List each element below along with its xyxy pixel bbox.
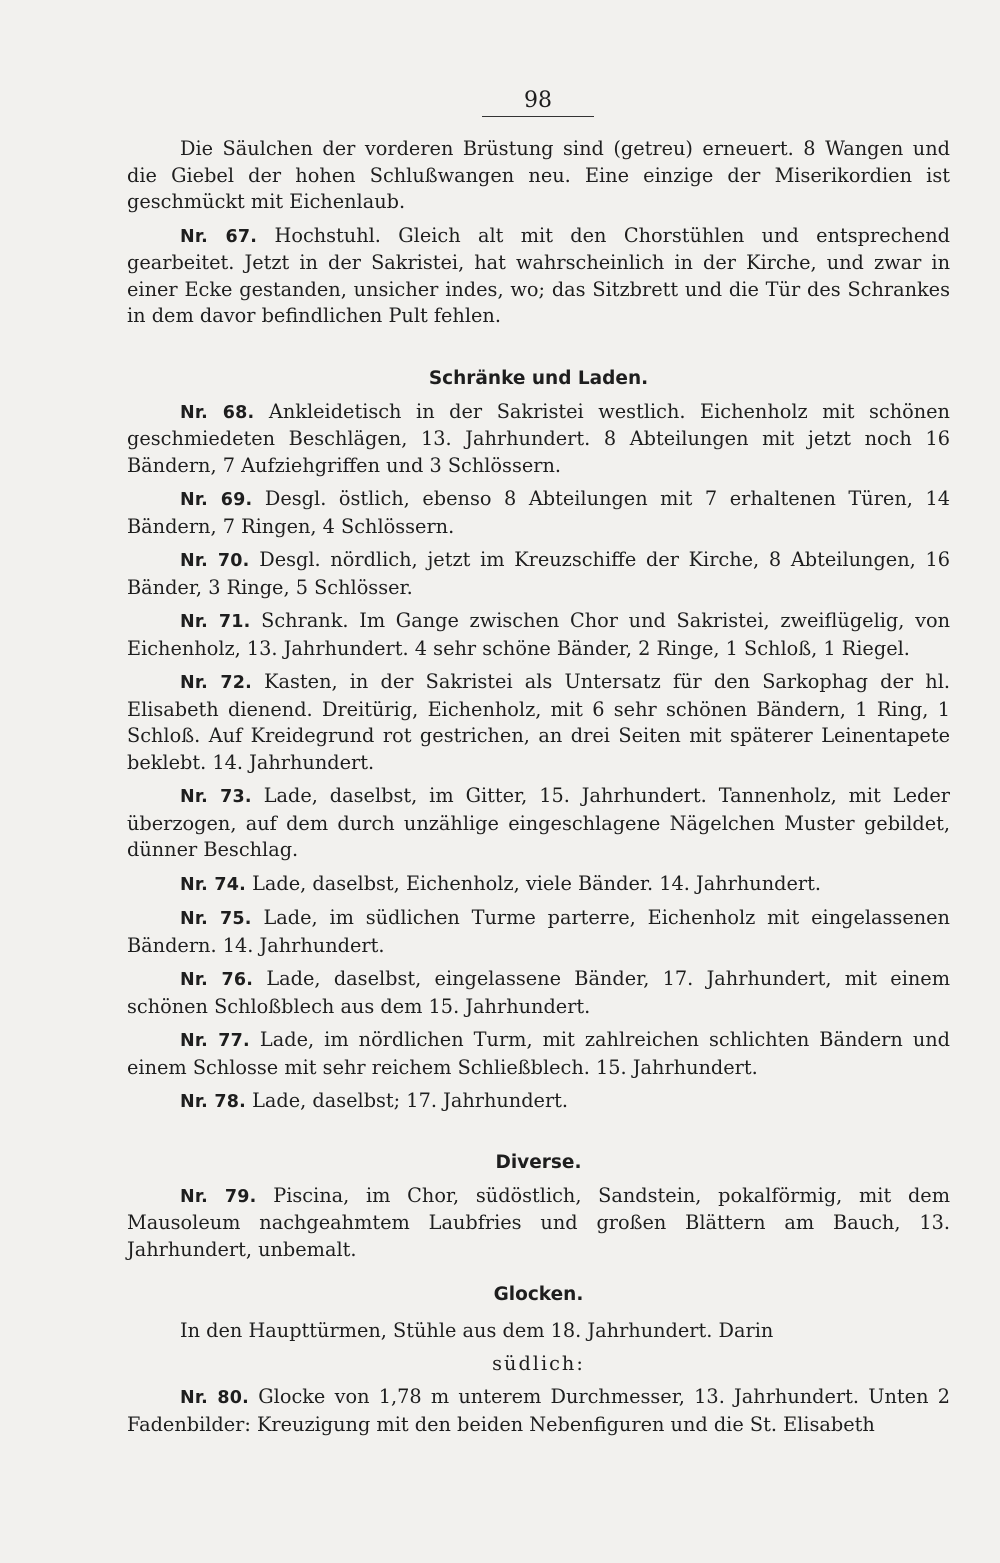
entry-number: Nr. 72.	[180, 673, 252, 693]
entry-number: Nr. 79.	[180, 1186, 257, 1207]
entry-70	[127, 547, 950, 601]
page-body	[127, 136, 950, 1438]
entry-69	[127, 486, 950, 540]
entry-75	[127, 905, 950, 959]
entry-80	[127, 1384, 950, 1438]
entry-number: Nr. 69.	[180, 490, 253, 510]
entry-73	[127, 783, 950, 864]
entry-74	[127, 871, 950, 899]
entry-text: Ankleidetisch in der Sakristei westlich. Eichenholz mit schönen geschmiedeten Beschlägen, 13. Jahrhundert. 8 Abteilungen mit jetzt noch 16 Bändern, 7 Aufziehgriffen und 3 Schlössern.	[127, 399, 950, 477]
entry-number: Nr. 74.	[180, 874, 246, 895]
entry-67	[127, 223, 950, 330]
entry-number: Nr. 77.	[180, 1031, 250, 1051]
entry-text: Lade, daselbst, Eichenholz, viele Bänder. 14. Jahrhundert.	[252, 871, 821, 895]
entry-79	[127, 1183, 950, 1264]
entry-number: Nr. 78.	[180, 1092, 246, 1112]
entry-text: Lade, im südlichen Turme parterre, Eichenholz mit eingelassenen Bändern. 14. Jahrhundert.	[127, 906, 950, 957]
entry-text: Desgl. nördlich, jetzt im Kreuzschiffe der Kirche, 8 Abteilungen, 16 Bänder, 3 Ringe, 5 Schlösser.	[127, 548, 950, 599]
section-heading-diverse: Diverse.	[495, 1151, 582, 1173]
page-number: 98	[482, 88, 594, 117]
entry-text: Lade, im nördlichen Turm, mit zahlreichen schlichten Bändern und einem Schlosse mit sehr reichem Schließblech. 15. Jahrhundert.	[127, 1028, 950, 1079]
section-heading-glocken: Glocken.	[493, 1284, 584, 1305]
entry-text: Desgl. östlich, ebenso 8 Abteilungen mit 7 erhaltenen Türen, 14 Bändern, 7 Ringen, 4 Schlössern.	[127, 487, 950, 538]
entry-text: Glocke von 1,78 m unterem Durchmesser, 13. Jahrhundert. Unten 2 Fadenbilder: Kreuzigung mit den beiden Nebenfiguren und die St. Elisabeth	[127, 1385, 950, 1436]
subheading-suedlich: südlich:	[492, 1351, 585, 1375]
entry-text: Schrank. Im Gange zwischen Chor und Sakristei, zweiflügelig, von Eichenholz, 13. Jahrhundert. 4 sehr schöne Bänder, 2 Ringe, 1 Schloß, 1 Riegel.	[127, 609, 950, 660]
entry-72	[127, 669, 950, 776]
section-heading-schraenke: Schränke und Laden.	[428, 367, 649, 389]
glocken-intro: In den Haupttürmen, Stühle aus dem 18. Jahrhundert. Darin	[180, 1319, 774, 1342]
entry-77	[127, 1027, 950, 1081]
entry-text: Kasten, in der Sakristei als Untersatz für den Sarkophag der hl. Elisabeth dienend. Dreitürig, Eichenholz, mit 6 sehr schönen Bändern, 1 Ring, 1 Schloß. Auf Kreidegrund rot gestrichen, an drei Seiten mit späterer Leinentapete beklebt. 14. Jahrhundert.	[127, 670, 950, 774]
entry-text: Lade, daselbst; 17. Jahrhundert.	[252, 1089, 569, 1112]
entry-number: Nr. 76.	[180, 970, 254, 990]
entry-number: Nr. 73.	[180, 787, 252, 807]
entry-text: Lade, daselbst, eingelassene Bänder, 17. Jahrhundert, mit einem schönen Schloßblech aus dem 15. Jahrhundert.	[127, 967, 950, 1018]
entry-number: Nr. 75.	[180, 909, 252, 929]
entry-number: Nr. 70.	[180, 551, 250, 571]
entry-text: Piscina, im Chor, südöstlich, Sandstein, pokalförmig, mit dem Mausoleum nachgeahmtem Laubfries und großen Blättern am Bauch, 13. Jahrhundert, unbemalt.	[127, 1183, 950, 1261]
entry-number: Nr. 80.	[180, 1388, 250, 1408]
intro-paragraph: Die Säulchen der vorderen Brüstung sind (getreu) erneuert. 8 Wangen und die Giebel der hohen Schlußwangen neu. Eine einzige der Miserikordien ist geschmückt mit Eichenlaub.	[127, 137, 950, 213]
entry-text: Lade, daselbst, im Gitter, 15. Jahrhundert. Tannenholz, mit Leder überzogen, auf dem durch unzählige eingeschlagene Nägelchen Muster gebildet, dünner Beschlag.	[127, 784, 950, 861]
entry-number: Nr. 68.	[180, 402, 255, 423]
entry-number: Nr. 67.	[180, 226, 258, 247]
entry-text: Hochstuhl. Gleich alt mit den Chorstühlen und entsprechend gearbeitet. Jetzt in der Sakristei, hat wahrscheinlich in der Kirche, und zwar in einer Ecke gestanden, unsicher indes, wo; das Sitzbrett und die Tür des Schrankes in dem davor befindlichen Pult fehlen.	[127, 223, 950, 327]
entry-71	[127, 608, 950, 662]
entry-78	[127, 1088, 950, 1116]
entry-68	[127, 399, 950, 480]
entry-number: Nr. 71.	[180, 612, 251, 632]
entry-76	[127, 966, 950, 1020]
